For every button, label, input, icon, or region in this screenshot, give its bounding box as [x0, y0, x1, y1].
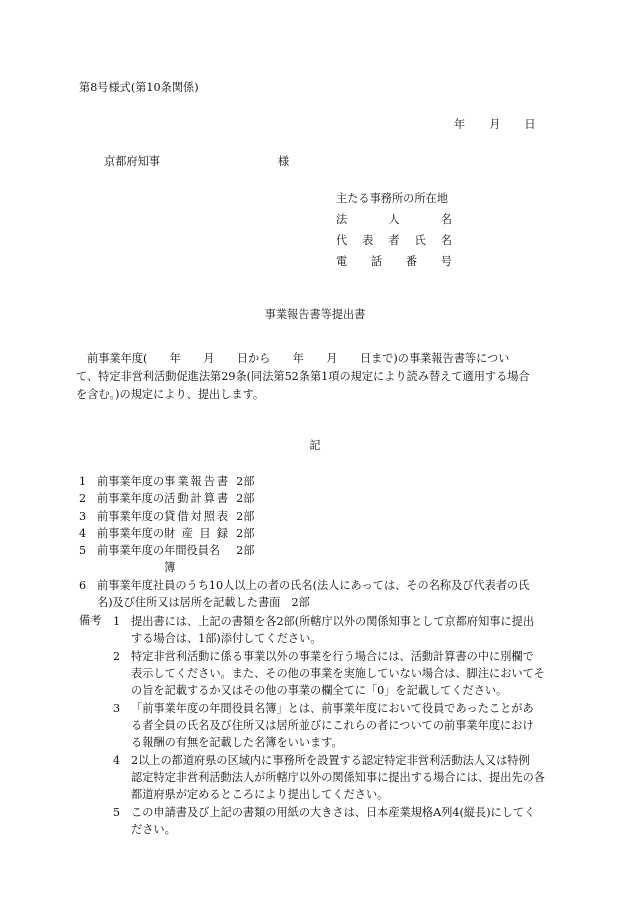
list-item: 6 前事業年度社員のうち10人以上の者の氏名(法人にあっては、その名称及び代表者の氏 名)及び住所又は居所を記載した書面 2部 [79, 578, 530, 609]
item-name: 財 産 目 録 [164, 526, 229, 540]
item-name: 年間役員名簿 [164, 544, 221, 575]
addressee-name: 京都府知事 [104, 155, 160, 168]
remarks-heading: 備考 [79, 614, 102, 627]
address-label: 主たる事務所の所在地 [336, 192, 448, 205]
date-day-label: 日 [524, 118, 536, 131]
remark-item: 2 特定非営利活動に係る事業以外の事業を行う場合には、活動計算書の中に別欄で 表示してください。また、その他の事業を実施していない場合は、脚注においてそ の旨を記載するか又はその他の事業の欄全てに「0」を記載してください。 [113, 650, 545, 698]
form-number: 第8号様式(第10条関係) [79, 81, 199, 94]
attachment-list [79, 473, 559, 611]
ki-heading: 記 [309, 439, 321, 452]
representative-label: 代 表 者 氏 名 [336, 234, 452, 247]
list-item: 1 前事業年度の 事 業 報 告 書 2部 [79, 473, 559, 490]
list-item: 5 前事業年度の 年間役員名簿 2部 [79, 542, 559, 577]
phone-label: 電 話 番 号 [336, 255, 452, 268]
submitter-block [336, 191, 452, 275]
date-month-label: 月 [489, 118, 501, 131]
body-line: を含む。)の規定により、提出します。 [76, 388, 265, 402]
remark-item: 4 2以上の都道府県の区域内に事務所を設置する認定特定非営利活動法人又は特例 認定特定非営利活動法人が所轄庁以外の関係知事に提出する場合には、提出先の各 都道府県が定めるところにより提出してください。 [113, 754, 545, 802]
remark-item: 5 この申請書及び上記の書類の用紙の大きさは、日本産業規格A列4(縦長)にしてく ださい。 [113, 806, 536, 837]
addressee-honorific: 様 [277, 155, 290, 168]
date-year-label: 年 [454, 118, 466, 131]
corp-name-label: 法 人 名 [336, 213, 452, 226]
item-name: 事 業 報 告 書 [164, 475, 229, 488]
remark-item: 1 提出書には、上記の書類を各2部(所轄庁以外の関係知事として京都府知事に提出 する場合は、1部)添付してください。 [113, 615, 535, 646]
item-name: 貸 借 対 照 表 [164, 509, 229, 523]
addressee [104, 154, 289, 170]
remark-item: 3 「前事業年度の年間役員名簿」とは、前事業年度において役員であったことがあ る者全員の氏名及び住所又は居所並びにこれらの者についての前事業年度におけ る報酬の有無を記載した名簿をいいます。 [113, 702, 534, 750]
list-item: 3 前事業年度の 貸 借 対 照 表 2部 [79, 508, 559, 525]
body-text [76, 350, 556, 404]
item-name: 活 動 計 算 書 [164, 492, 229, 506]
document-title: 事業報告書等提出書 [264, 308, 366, 321]
body-line: て、特定非営利活動促進法第29条(同法第52条第1項の規定により読み替えて適用する場合 [76, 370, 530, 384]
date-line [454, 117, 536, 133]
body-line: 前事業年度( 年 月 日から 年 月 日まで)の事業報告書等につい [87, 352, 510, 365]
list-item: 2 前事業年度の 活 動 計 算 書 2部 [79, 490, 559, 507]
remarks-section [79, 613, 559, 838]
list-item: 4 前事業年度の 財 産 目 録 2部 [79, 525, 559, 542]
